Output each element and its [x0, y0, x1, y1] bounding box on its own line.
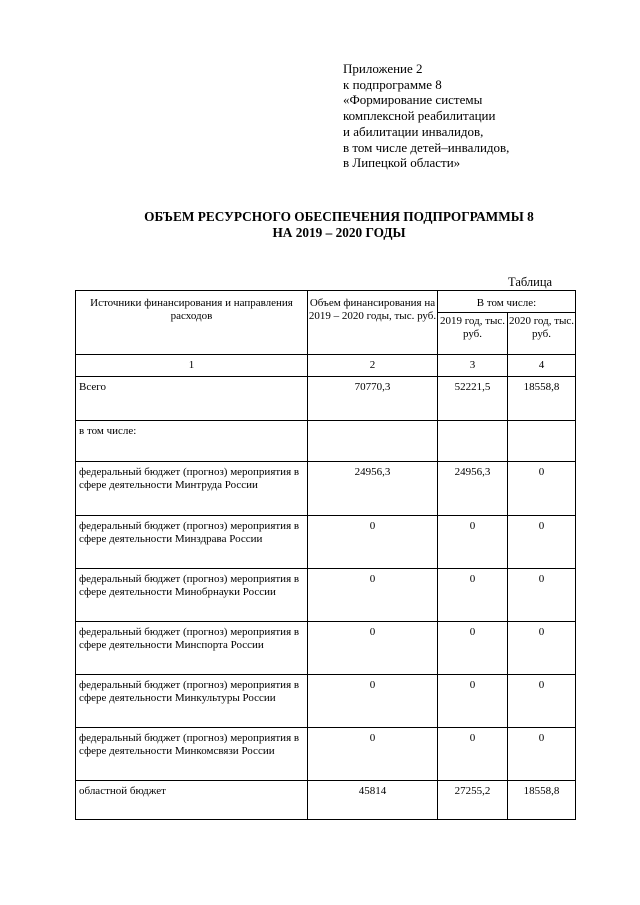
table-label: Таблица	[508, 275, 553, 289]
row-total: 0	[308, 516, 438, 569]
table-row	[76, 675, 576, 728]
table-row	[76, 728, 576, 781]
col-number: 4	[508, 355, 576, 377]
header-including: В том числе:	[438, 291, 576, 313]
col-number: 2	[308, 355, 438, 377]
row-2019: 0	[438, 516, 508, 569]
document-title	[0, 209, 640, 241]
table-row	[76, 781, 576, 820]
row-label: федеральный бюджет (прогноз) мероприятия в сфере деятельности Минобрнауки России	[76, 569, 308, 622]
table-row	[76, 421, 576, 462]
row-2020: 0	[508, 728, 576, 781]
row-2020: 18558,8	[508, 377, 576, 421]
table-row	[76, 377, 576, 421]
row-total: 0	[308, 675, 438, 728]
appendix-line: Приложение 2	[343, 61, 423, 76]
header-sources: Источники финансирования и направления расходов	[76, 291, 308, 355]
row-2019: 0	[438, 728, 508, 781]
header-2020: 2020 год, тыс. руб.	[508, 313, 576, 355]
row-2020: 0	[508, 675, 576, 728]
appendix-line: комплексной реабилитации	[343, 108, 496, 124]
row-2020	[508, 421, 576, 462]
header-volume: Объем финансирования на 2019 – 2020 годы, тыс. руб.	[308, 291, 438, 355]
row-2020: 0	[508, 462, 576, 516]
title-line-1: ОБЪЕМ РЕСУРСНОГО ОБЕСПЕЧЕНИЯ ПОДПРОГРАММЫ 8	[144, 209, 534, 224]
row-label: федеральный бюджет (прогноз) мероприятия в сфере деятельности Минкомсвязи России	[76, 728, 308, 781]
row-2020: 0	[508, 516, 576, 569]
row-2020: 0	[508, 569, 576, 622]
row-label: Всего	[76, 377, 308, 421]
appendix-line: «Формирование системы	[343, 92, 483, 108]
row-2019: 52221,5	[438, 377, 508, 421]
row-total: 45814	[308, 781, 438, 820]
row-2020: 0	[508, 622, 576, 675]
row-2019: 24956,3	[438, 462, 508, 516]
row-2020: 18558,8	[508, 781, 576, 820]
row-2019: 0	[438, 622, 508, 675]
table-row	[76, 622, 576, 675]
row-label: федеральный бюджет (прогноз) мероприятия в сфере деятельности Минкультуры России	[76, 675, 308, 728]
row-label: федеральный бюджет (прогноз) мероприятия в сфере деятельности Минздрава России	[76, 516, 308, 569]
appendix-header	[343, 61, 509, 171]
row-2019: 0	[438, 675, 508, 728]
col-number: 3	[438, 355, 508, 377]
row-2019: 0	[438, 569, 508, 622]
row-total: 24956,3	[308, 462, 438, 516]
row-total: 70770,3	[308, 377, 438, 421]
appendix-line: и абилитации инвалидов,	[343, 123, 484, 139]
appendix-line: в Липецкой области»	[343, 155, 461, 171]
row-2019	[438, 421, 508, 462]
row-total: 0	[308, 622, 438, 675]
header-2019: 2019 год, тыс. руб.	[438, 313, 508, 355]
row-2019: 27255,2	[438, 781, 508, 820]
table-row	[76, 569, 576, 622]
financing-table	[75, 290, 576, 820]
col-number: 1	[76, 355, 308, 377]
row-label: федеральный бюджет (прогноз) мероприятия в сфере деятельности Минтруда России	[76, 462, 308, 516]
appendix-line: к подпрограмме 8	[343, 76, 442, 92]
appendix-line: в том числе детей–инвалидов,	[343, 139, 510, 155]
row-total: 0	[308, 569, 438, 622]
row-label: федеральный бюджет (прогноз) мероприятия в сфере деятельности Минспорта России	[76, 622, 308, 675]
row-label: областной бюджет	[76, 781, 308, 820]
table-row	[76, 462, 576, 516]
title-line-2: НА 2019 – 2020 ГОДЫ	[272, 225, 406, 240]
table-row	[76, 516, 576, 569]
row-total	[308, 421, 438, 462]
row-total: 0	[308, 728, 438, 781]
row-label: в том числе:	[76, 421, 308, 462]
